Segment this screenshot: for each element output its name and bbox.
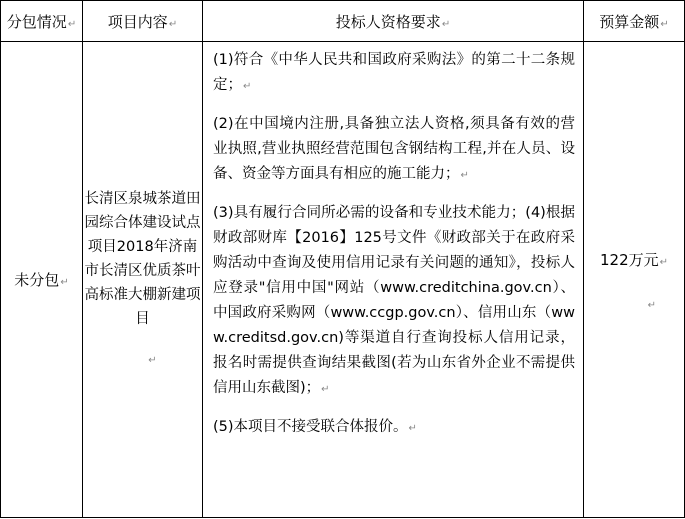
package-value: 未分包 (14, 271, 60, 289)
paragraph-mark-icon: ↵ (647, 299, 656, 311)
package-cell (1, 42, 83, 518)
project-content-text: 长清区泉城茶道田园综合体建设试点项目2018年济南市长清区优质茶叶高标准大棚新建项目 (84, 190, 201, 327)
paragraph-mark-icon: ↵ (441, 18, 451, 30)
requirement-item: (2)在中国境内注册,具备独立法人资格,须具备有效的营业执照,营业执照经营范围包含钢结构工程,并在人员、设备、资金等方面具有相应的施工能力；↵ (213, 116, 575, 182)
paragraph-mark-icon: ↵ (168, 18, 178, 30)
paragraph-mark-icon: ↵ (659, 256, 669, 268)
requirement-item: (5)本项目不接受联合体报价。↵ (213, 419, 417, 435)
budget-cell (584, 42, 685, 518)
header-package-label: 分包情况 (6, 12, 67, 31)
paragraph-mark-icon: ↵ (660, 18, 669, 30)
header-content-label: 项目内容 (107, 12, 168, 31)
header-budget (584, 1, 685, 42)
paragraph-mark-icon: ↵ (67, 18, 77, 30)
requirement-item: (1)符合《中华人民共和国政府采购法》的第二十二条规定；↵ (213, 52, 575, 93)
header-requirements-label: 投标人资格要求 (335, 12, 441, 31)
header-package (1, 1, 83, 42)
header-row (1, 1, 685, 42)
paragraph-mark-icon: ↵ (60, 277, 69, 288)
table-row (1, 42, 685, 518)
paragraph-mark-icon: ↵ (408, 423, 417, 434)
requirements-cell (203, 42, 584, 518)
paragraph-mark-icon: ↵ (460, 170, 469, 181)
paragraph-mark-icon: ↵ (243, 81, 252, 92)
header-requirements (203, 1, 584, 42)
header-budget-label: 预算金额 (599, 12, 660, 31)
header-content (83, 1, 203, 42)
project-content-cell (83, 42, 203, 518)
paragraph-mark-icon: ↵ (321, 384, 330, 395)
requirement-item: (3)具有履行合同所必需的设备和专业技术能力；(4)根据财政部财库【2016】125号文件《财政部关于在政府采购活动中查询及使用信用记录有关问题的通知》，投标人应登录"信用中国"网站（www.creditchina.gov.cn）、中国政府采购网（www.ccgp.gov.cn）、信用山东（www.creditsd.gov.cn)等渠道自行查询投标人信用记录，报名时需提供查询结果截图(若为山东省外企业不需提供信用山东截图)；↵ (213, 205, 575, 396)
budget-value: 122万元 (599, 250, 659, 269)
paragraph-mark-icon: ↵ (148, 354, 157, 366)
